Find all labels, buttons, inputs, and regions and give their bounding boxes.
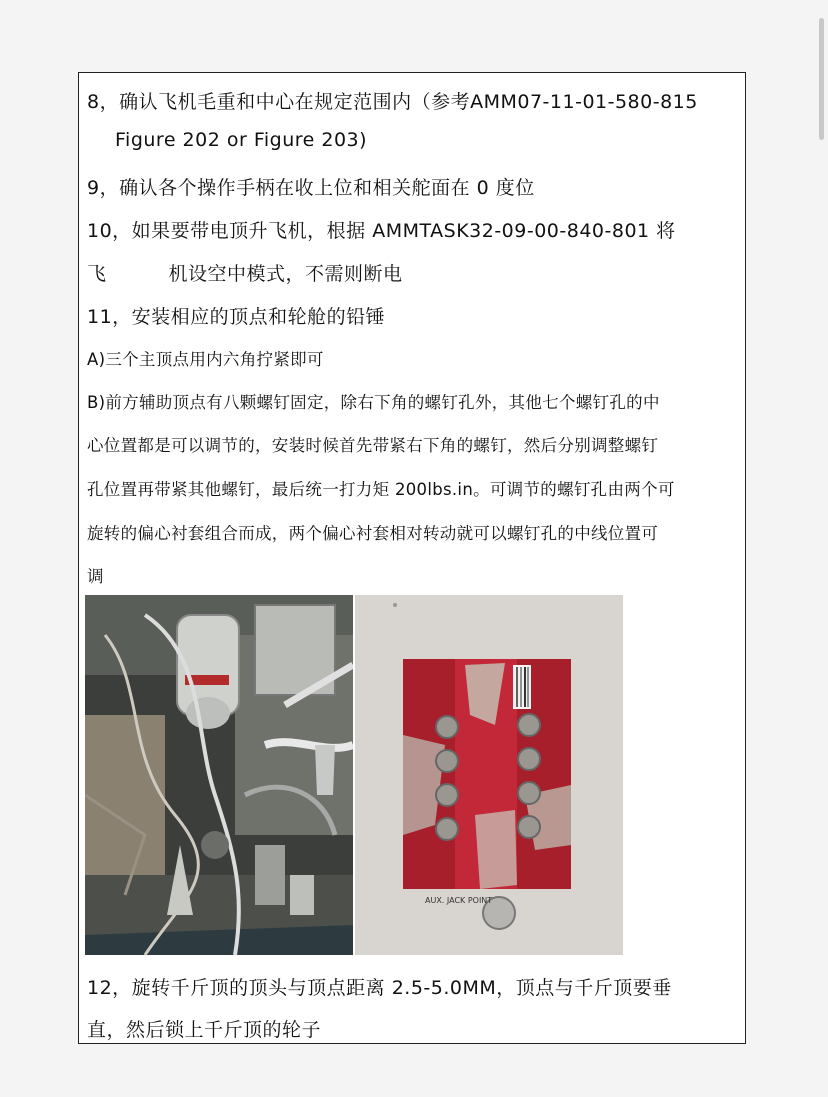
jack-point-label: AUX. JACK POINT: [425, 896, 493, 905]
step-11: 11，安装相应的顶点和轮舱的铅锤: [87, 306, 386, 328]
step-10-line-2a: 飞: [87, 263, 107, 285]
step-12-line-2: 直，然后锁上千斤顶的轮子: [87, 1019, 322, 1041]
sub-step-b-line-4: 旋转的偏心衬套组合而成，两个偏心衬套相对转动就可以螺钉孔的中线位置可: [87, 524, 659, 543]
sub-step-a: A)三个主顶点用内六角拧紧即可: [87, 350, 324, 369]
step-10-line-1: 10，如果要带电顶升飞机，根据 AMMTASK32-09-00-840-801 将: [87, 220, 676, 242]
document-table-cell: [78, 72, 746, 1044]
step-8-line-2: Figure 202 or Figure 203): [115, 129, 368, 151]
step-10-line-2b: 机设空中模式，不需则断电: [168, 263, 403, 285]
aux-jack-point-photo: [355, 595, 623, 955]
wheel-well-photo: [85, 595, 353, 955]
step-10-line-2: [87, 259, 403, 286]
sub-step-b-line-2: 心位置都是可以调节的，安装时候首先带紧右下角的螺钉，然后分别调整螺钉: [87, 436, 659, 455]
step-12-line-1: 12，旋转千斤顶的顶头与顶点距离 2.5-5.0MM，顶点与千斤顶要垂: [87, 977, 672, 999]
scrollbar[interactable]: [819, 18, 824, 140]
step-8-line-1: 8，确认飞机毛重和中心在规定范围内（参考AMM07-11-01-580-815: [87, 91, 698, 113]
sub-step-b-line-1: B)前方辅助顶点有八颗螺钉固定，除右下角的螺钉孔外，其他七个螺钉孔的中: [87, 393, 660, 412]
sub-step-b-line-5: 调: [87, 567, 104, 586]
step-9: 9，确认各个操作手柄在收上位和相关舵面在 0 度位: [87, 177, 535, 199]
sub-step-b-line-3: 孔位置再带紧其他螺钉，最后统一打力矩 200lbs.in。可调节的螺钉孔由两个可: [87, 480, 675, 499]
